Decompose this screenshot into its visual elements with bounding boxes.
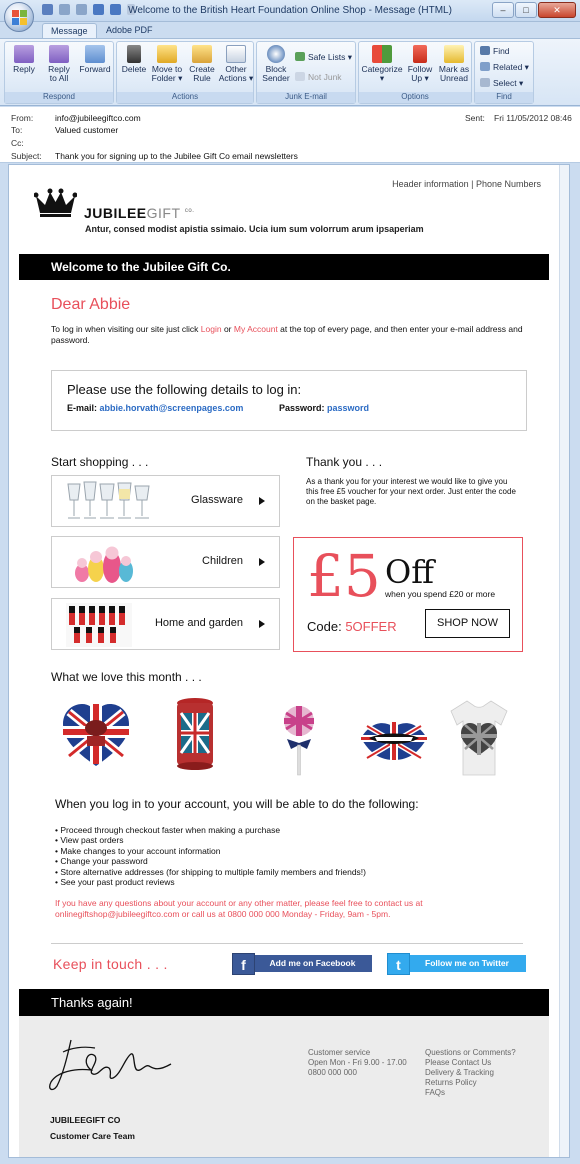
chevron-right-icon bbox=[259, 497, 265, 505]
find-group-label: Find bbox=[475, 92, 533, 103]
block-sender-icon bbox=[267, 45, 285, 63]
other-actions-button[interactable] bbox=[218, 45, 254, 83]
related-icon bbox=[480, 62, 490, 71]
actions-group bbox=[116, 41, 254, 104]
follow-label-1: Follow bbox=[407, 64, 433, 74]
brand-name: JUBILEEGIFT $^{co.}$ bbox=[84, 205, 195, 221]
tab-message[interactable]: Message bbox=[42, 23, 97, 38]
message-body bbox=[8, 164, 570, 1158]
intro-text: To log in when visiting our site just click Login or My Account at the top of every page, and then enter your e-mail address and password. bbox=[51, 324, 523, 345]
children-label: Children bbox=[202, 555, 243, 567]
to-label: To: bbox=[11, 125, 23, 135]
login-title: Please use the following details to log in: bbox=[67, 382, 302, 397]
delete-button[interactable] bbox=[119, 45, 149, 74]
respond-group bbox=[4, 41, 114, 104]
password-detail: Password: password bbox=[279, 403, 370, 413]
tea-caddy-image[interactable] bbox=[171, 697, 219, 773]
delivery-link[interactable]: Delivery & Tracking bbox=[425, 1068, 494, 1077]
junk-group-label: Junk E-mail bbox=[257, 92, 355, 103]
reply-all-button[interactable] bbox=[43, 45, 75, 83]
message-headers bbox=[0, 107, 580, 163]
list-item: • See your past product reviews bbox=[55, 877, 175, 888]
facebook-label: Add me on Facebook bbox=[253, 955, 372, 972]
safe-lists-button[interactable]: Safe Lists ▾ bbox=[295, 51, 352, 63]
folder-icon bbox=[157, 45, 177, 63]
follow-up-button[interactable] bbox=[404, 45, 436, 83]
faqs-link[interactable]: FAQs bbox=[425, 1088, 446, 1097]
tagline: Antur, consed modist apistia ssimaio. Ucia ium sum volorrum arum ipsaperiam bbox=[85, 224, 424, 234]
forward-label: Forward bbox=[79, 64, 111, 74]
block-label-1: Block bbox=[265, 64, 287, 74]
twitter-label: Follow me on Twitter bbox=[408, 955, 526, 972]
twitter-button[interactable] bbox=[387, 953, 526, 975]
header-links[interactable]: Header information | Phone Numbers bbox=[392, 179, 541, 189]
office-logo-icon bbox=[12, 10, 27, 25]
my-account-link[interactable]: My Account bbox=[233, 324, 278, 334]
delete-label: Delete bbox=[121, 64, 147, 74]
vertical-scrollbar[interactable] bbox=[559, 165, 569, 1158]
chevron-right-icon bbox=[259, 620, 265, 628]
voucher-condition: when you spend £20 or more bbox=[385, 589, 496, 599]
mark-label-1: Mark as bbox=[438, 64, 470, 74]
union-jack-tshirt-image[interactable] bbox=[449, 697, 509, 777]
children-image bbox=[74, 541, 134, 585]
subject-value: Thank you for signing up to the Jubilee Gift Co email newsletters bbox=[55, 151, 298, 161]
email-detail: E-mail: abbie.horvath@screenpages.com bbox=[67, 403, 244, 413]
title-bar bbox=[0, 0, 580, 22]
ribbon-tabs bbox=[0, 22, 580, 38]
cc-label: Cc: bbox=[11, 138, 24, 148]
forward-button[interactable] bbox=[77, 45, 113, 74]
union-jack-lips-image[interactable] bbox=[359, 718, 429, 762]
start-shopping-heading: Start shopping . . . bbox=[51, 455, 149, 469]
list-item: • Change your password bbox=[55, 856, 148, 867]
lollipop-image[interactable] bbox=[281, 705, 317, 777]
account-heading: When you log in to your account, you will be able to do the following: bbox=[55, 797, 419, 811]
chevron-right-icon bbox=[259, 558, 265, 566]
categorize-button[interactable] bbox=[361, 45, 403, 83]
other-actions-icon bbox=[226, 45, 246, 63]
options-group bbox=[358, 41, 472, 104]
rule-icon bbox=[192, 45, 212, 63]
account-benefits-list bbox=[55, 825, 366, 887]
cursor-icon bbox=[480, 78, 490, 87]
love-heading: What we love this month . . . bbox=[51, 670, 202, 684]
subject-label: Subject: bbox=[11, 151, 42, 161]
options-group-label: Options bbox=[359, 92, 471, 103]
envelope-icon bbox=[444, 45, 464, 63]
block-label-2: Sender bbox=[262, 73, 290, 83]
window-title: Welcome to the British Heart Foundation Online Shop - Message (HTML) bbox=[128, 5, 452, 16]
password-value: password bbox=[327, 403, 370, 413]
signature-image bbox=[41, 1028, 176, 1098]
home-garden-image bbox=[66, 603, 132, 647]
service-hours: Open Mon - Fri 9.00 - 17.00 bbox=[308, 1058, 407, 1067]
help-links bbox=[425, 1048, 516, 1098]
find-group bbox=[474, 41, 534, 104]
junk-group bbox=[256, 41, 356, 104]
voucher-code: Code: 5OFFER bbox=[307, 619, 397, 634]
thank-you-heading: Thank you . . . bbox=[306, 455, 383, 469]
forward-icon bbox=[85, 45, 105, 63]
login-link[interactable]: Login bbox=[200, 324, 222, 334]
signature-block bbox=[50, 1112, 135, 1144]
create-label-1: Create bbox=[189, 64, 215, 74]
sent-value: Fri 11/05/2012 08:46 bbox=[494, 113, 572, 123]
glassware-label: Glassware bbox=[191, 494, 243, 506]
window-controls bbox=[492, 2, 576, 18]
categorize-dropdown-icon: ▾ bbox=[379, 73, 385, 83]
other-label-2: Actions ▾ bbox=[218, 73, 254, 83]
children-button[interactable] bbox=[51, 536, 280, 588]
move-to-folder-button[interactable] bbox=[149, 45, 185, 83]
reply-all-label-1: Reply bbox=[48, 64, 70, 74]
voucher-box bbox=[293, 537, 523, 652]
service-title: Customer service bbox=[308, 1048, 371, 1057]
greeting: Dear Abbie bbox=[51, 296, 131, 313]
union-jack-heart-image[interactable] bbox=[61, 700, 131, 770]
to-value[interactable]: Valued customer bbox=[55, 125, 119, 135]
block-sender-button[interactable] bbox=[259, 45, 293, 83]
tab-adobe-pdf[interactable]: Adobe PDF bbox=[106, 25, 153, 35]
mark-unread-button[interactable] bbox=[437, 45, 471, 83]
reply-all-icon bbox=[49, 45, 69, 63]
create-rule-button[interactable] bbox=[187, 45, 217, 83]
home-garden-button[interactable] bbox=[51, 598, 280, 650]
voucher-amount: £5 bbox=[307, 542, 381, 610]
keep-in-touch-heading: Keep in touch . . . bbox=[53, 956, 168, 972]
office-button[interactable] bbox=[4, 2, 34, 32]
reply-label: Reply bbox=[13, 64, 35, 74]
create-label-2: Rule bbox=[193, 73, 211, 83]
thank-you-text: As a thank you for your interest we would like to give you this free £5 voucher for your next order. Just enter the code on the basket page. bbox=[306, 477, 516, 506]
facebook-icon: f bbox=[232, 953, 255, 975]
not-junk-icon bbox=[295, 72, 305, 81]
ribbon bbox=[0, 38, 580, 106]
service-phone: 0800 000 000 bbox=[308, 1068, 357, 1077]
crown-logo-icon bbox=[34, 188, 77, 218]
maximize-button[interactable]: □ bbox=[515, 2, 537, 18]
glassware-button[interactable] bbox=[51, 475, 280, 527]
glassware-image bbox=[64, 480, 154, 524]
home-garden-label: Home and garden bbox=[154, 617, 243, 629]
minimize-button[interactable]: – bbox=[492, 2, 514, 18]
email-content bbox=[19, 165, 549, 1158]
delete-icon bbox=[127, 45, 141, 63]
facebook-button[interactable] bbox=[232, 953, 372, 975]
questions-title: Questions or Comments? bbox=[425, 1048, 516, 1057]
returns-link[interactable]: Returns Policy bbox=[425, 1078, 477, 1087]
sent-label: Sent: bbox=[465, 113, 485, 123]
list-item: • View past orders bbox=[55, 835, 124, 846]
list-item: • Make changes to your account information bbox=[55, 845, 221, 856]
from-value[interactable]: info@jubileegiftco.com bbox=[55, 113, 141, 123]
move-label-1: Move to bbox=[151, 64, 183, 74]
reply-button[interactable] bbox=[9, 45, 39, 74]
flag-icon bbox=[413, 45, 427, 63]
mark-label-2: Unread bbox=[440, 73, 468, 83]
company-name: JUBILEEGIFT CO bbox=[50, 1115, 121, 1125]
safe-lists-icon bbox=[295, 52, 305, 61]
close-button[interactable]: ✕ bbox=[538, 2, 576, 18]
other-label-1: Other bbox=[225, 64, 247, 74]
list-item: • Store alternative addresses (for shipping to multiple family members and friends!) bbox=[55, 866, 367, 877]
related-button[interactable]: Related ▾ bbox=[480, 61, 529, 73]
thanks-again-banner: Thanks again! bbox=[19, 989, 549, 1016]
find-button[interactable]: Find bbox=[480, 45, 510, 57]
categorize-label: Categorize bbox=[361, 64, 403, 74]
reply-all-label-2: to All bbox=[49, 73, 69, 83]
shop-now-button[interactable]: SHOP NOW bbox=[425, 609, 510, 638]
from-label: From: bbox=[11, 113, 34, 123]
contact-text: If you have any questions about your account or any other matter, please feel free to contact us at onlinegiftshop@jubileegiftco.com or call us at 0800 000 000 Monday - Friday, 9am - 5pm. bbox=[55, 898, 423, 919]
respond-group-label: Respond bbox=[5, 92, 113, 103]
login-details-box bbox=[51, 370, 527, 431]
actions-group-label: Actions bbox=[117, 92, 253, 103]
categorize-icon bbox=[372, 45, 392, 63]
team-name: Customer Care Team bbox=[50, 1131, 135, 1141]
select-button[interactable]: Select ▾ bbox=[480, 77, 523, 89]
not-junk-button[interactable]: Not Junk bbox=[295, 71, 342, 83]
divider bbox=[51, 943, 523, 944]
contact-us-link[interactable]: Please Contact Us bbox=[425, 1058, 492, 1067]
customer-service-info bbox=[308, 1048, 407, 1078]
move-label-2: Folder ▾ bbox=[151, 73, 183, 83]
email-link[interactable]: abbie.horvath@screenpages.com bbox=[99, 403, 244, 413]
reply-icon bbox=[14, 45, 34, 63]
twitter-icon: t bbox=[387, 953, 410, 975]
list-item: • Proceed through checkout faster when making a purchase bbox=[55, 825, 281, 835]
follow-label-2: Up ▾ bbox=[411, 73, 429, 83]
binoculars-icon bbox=[480, 46, 490, 55]
welcome-banner: Welcome to the Jubilee Gift Co. bbox=[19, 254, 549, 280]
email-footer bbox=[19, 1016, 549, 1158]
voucher-off: Off bbox=[385, 553, 434, 591]
